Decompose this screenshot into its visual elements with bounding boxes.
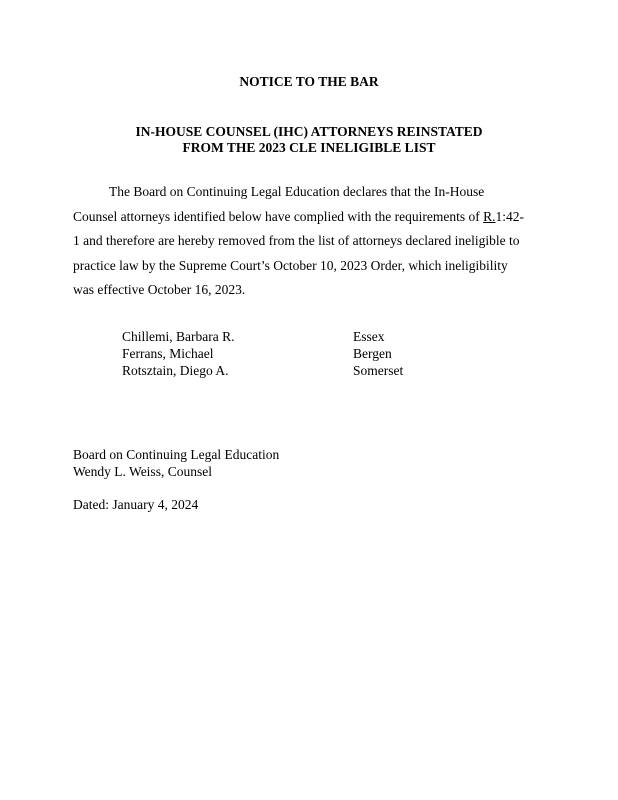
attorney-row [122, 362, 442, 379]
body-line-2-text: Counsel attorneys identified below have complied with the requirements of [73, 208, 484, 224]
notice-subtitle [0, 124, 618, 156]
attorney-county: Essex [353, 329, 385, 344]
body-line-3: 1 and therefore are hereby removed from the list of attorneys declared ineligible to [73, 233, 520, 248]
rule-number: 1:42- [495, 208, 525, 224]
attorney-name: Chillemi, Barbara R. [122, 329, 235, 344]
attorney-county: Somerset [353, 363, 404, 378]
rule-reference: R. [483, 208, 496, 224]
body-line-5: was effective October 16, 2023. [73, 282, 246, 297]
page-title: NOTICE TO THE BAR [239, 74, 379, 89]
subtitle-line-1: IN-HOUSE COUNSEL (IHC) ATTORNEYS REINSTATED [135, 124, 483, 139]
attorney-county: Bergen [353, 346, 392, 361]
signature-person: Wendy L. Weiss, Counsel [73, 464, 212, 479]
body-line-4: practice law by the Supreme Court’s October 10, 2023 Order, which ineligibility [73, 257, 508, 273]
signature-org: Board on Continuing Legal Education [73, 447, 280, 462]
body-line-2 [73, 205, 551, 230]
attorney-row [122, 328, 442, 345]
attorney-name: Ferrans, Michael [122, 346, 214, 361]
date-line: Dated: January 4, 2024 [73, 497, 199, 512]
attorney-row [122, 345, 442, 362]
notice-body [73, 180, 551, 303]
body-line-1: The Board on Continuing Legal Education declares that the In-House [109, 184, 485, 199]
attorney-name: Rotsztain, Diego A. [122, 363, 229, 378]
attorney-list [122, 328, 442, 379]
subtitle-line-2: FROM THE 2023 CLE INELIGIBLE LIST [182, 140, 436, 155]
signature-block [73, 446, 279, 480]
